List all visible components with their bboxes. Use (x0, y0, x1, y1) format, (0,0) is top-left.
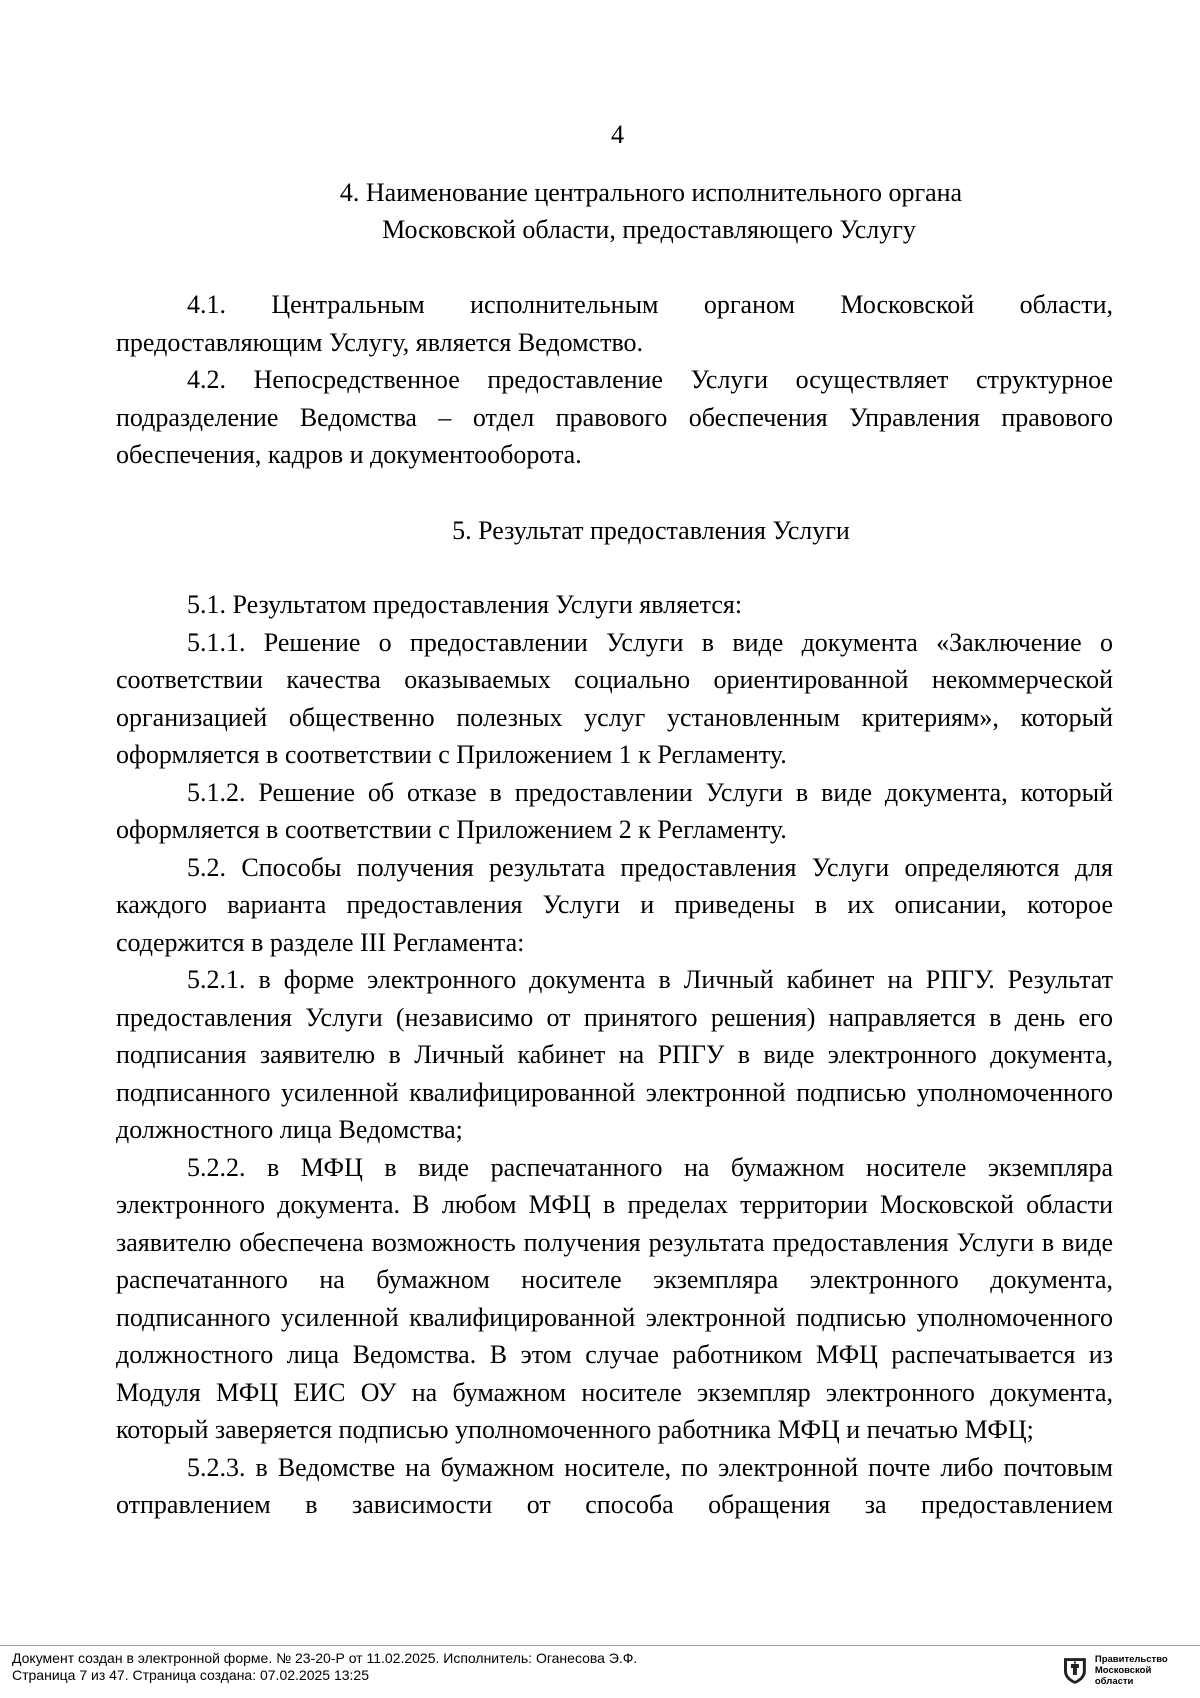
paragraph-5-1: 5.1. Результатом предоставления Услуги является: (187, 590, 743, 619)
paragraph-5-2-2: 5.2.2. в МФЦ в виде распечатанного на бумажном носителе экземпляра электронного документа. В любом МФЦ в пределах территории Московской области заявителю обеспечена возможность получения результата предоставления Услуги в виде распечатанного на бумажном носителе экземпляра электронного документа, подписанного усиленной квалифицированной электронной подписью уполномоченного должностного лица Ведомства. В этом случае работником МФЦ распечатывается из Модуля МФЦ ЕИС ОУ на бумажном носителе экземпляр электронного документа, который заверяется подписью уполномоченного работника МФЦ и печатью МФЦ; (116, 1152, 1113, 1444)
section-4-body (116, 286, 1113, 474)
government-logo (1062, 1651, 1192, 1689)
section-4-title-line1: 4. Наименование центрального исполнительного органа (339, 178, 963, 207)
logo-text (1095, 1654, 1192, 1687)
paragraph-5-2: 5.2. Способы получения результата предоставления Услуги определяются для каждого варианта предоставления Услуги и приведены в их описании, которое содержится в разделе III Регламента: (116, 852, 1113, 957)
coat-of-arms-icon (1062, 1655, 1088, 1685)
section-4-title-line2: Московской области, предоставляющего Услугу (382, 215, 916, 244)
page-number: 4 (611, 120, 624, 149)
logo-line-1: Правительство (1094, 1653, 1168, 1665)
section-5-body (116, 586, 1113, 1524)
section-4-heading (116, 174, 1186, 248)
footer (12, 1650, 637, 1684)
section-5-title: 5. Результат предоставления Услуги (452, 516, 850, 545)
paragraph-4-1: 4.1. Центральным исполнительным органом Московской области, предоставляющим Услугу, является Ведомство. (116, 290, 1113, 357)
section-5-heading (116, 512, 1186, 549)
footer-divider (0, 1645, 1200, 1646)
footer-line-2: Страница 7 из 47. Страница создана: 07.02.2025 13:25 (12, 1667, 369, 1683)
paragraph-5-2-3: 5.2.3. в Ведомстве на бумажном носителе, по электронной почте либо почтовым отправлением в зависимости от способа обращения за предоставлением (116, 1452, 1113, 1519)
logo-line-2: Московской области (1094, 1664, 1152, 1687)
paragraph-5-2-1: 5.2.1. в форме электронного документа в Личный кабинет на РПГУ. Результат предоставления Услуги (независимо от принятого решения) направляется в день его подписания заявителю в Личный кабинет на РПГУ в виде электронного документа, подписанного усиленной квалифицированной электронной подписью уполномоченного должностного лица Ведомства; (116, 965, 1113, 1144)
paragraph-4-2: 4.2. Непосредственное предоставление Услуги осуществляет структурное подразделение Ведомства – отдел правового обеспечения Управления правового обеспечения, кадров и документооборота. (116, 365, 1113, 469)
paragraph-5-1-2: 5.1.2. Решение об отказе в предоставлении Услуги в виде документа, который оформляется в соответствии с Приложением 2 к Регламенту. (116, 777, 1113, 844)
footer-line-1: Документ создан в электронной форме. № 23-20-Р от 11.02.2025. Исполнитель: Оганесова Э.Ф. (12, 1650, 638, 1666)
paragraph-5-1-1: 5.1.1. Решение о предоставлении Услуги в виде документа «Заключение о соответствии качества оказываемых социально ориентированной некоммерческой организацией общественно полезных услуг установленным критериям», который оформляется в соответствии с Приложением 1 к Регламенту. (116, 627, 1113, 769)
